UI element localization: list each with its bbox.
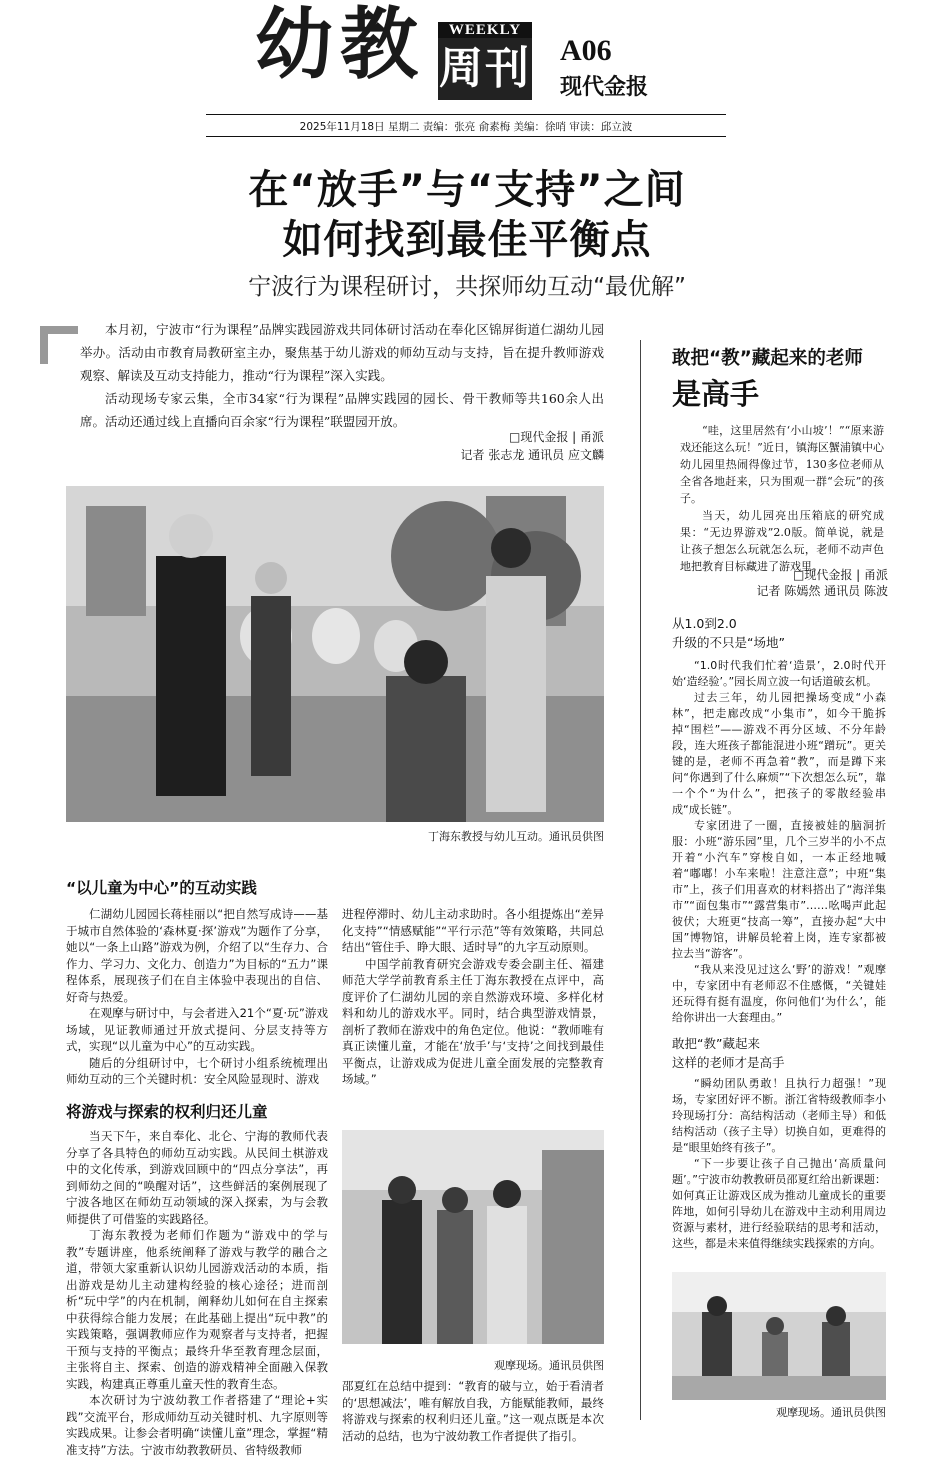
- sidebar-intro-paragraph: “哇，这里居然有‘小山坡’！”“原来游戏还能这么玩！”近日，镇海区蟹浦镇中心幼儿园里热闹得像过节，130多位老师从全省各地赶来，只为围观一群“会玩”的孩子。: [680, 424, 884, 505]
- section2-photo-illustration: [342, 1130, 604, 1344]
- section2-photo: [342, 1130, 604, 1344]
- section2-photo-caption: 观摩现场。通讯员供图: [494, 1359, 604, 1372]
- section2-col1: [66, 1128, 328, 1458]
- section2-paragraph: 当天下午，来自奉化、北仑、宁海的教师代表分享了各具特色的师幼互动实践。从民间土棋游戏中的文化传承，到游戏回顾中的“四点分享法”，再到师幼之间的“唤醒对话”，这些鲜活的案例展现了宁波各地区在师幼互动领域的深入探索，为与会教师提供了可借鉴的实践路径。: [66, 1129, 328, 1226]
- lead-paragraph: 本月初，宁波市“行为课程”品牌实践园游戏共同体研讨活动在奉化区锦屏街道仁湖幼儿园举办。活动由市教育局教研室主办，聚焦基于幼儿游戏的师幼互动与支持，旨在提升教师游戏观察、解读及互动支持能力，推动“行为课程”深入实践。: [80, 322, 604, 383]
- main-photo-illustration: [66, 486, 604, 822]
- headline-line-2: 如何找到最佳平衡点: [282, 217, 652, 263]
- main-photo: [66, 486, 604, 822]
- sidebar-headline-line-2: 是高手: [672, 377, 760, 411]
- section2-paragraph: 邵夏红在总结中提到：“教育的破与立，始于看清者的‘思想减法’，唯有解放自我，方能赋能教师，最终将游戏与探索的权利归还儿童。”这一观点既是本次活动的总结，也为宁波幼教工作者提供了指引。: [342, 1379, 604, 1443]
- sidebar-intro-paragraph: 当天，幼儿园亮出压箱底的研究成果：“无边界游戏”2.0版。简单说，就是让孩子想怎么玩就怎么玩，老师不动声色地把教育目标藏进了游戏里。: [680, 509, 884, 573]
- sidebar-photo: [672, 1272, 886, 1400]
- lead-corner-mark: [40, 326, 78, 364]
- weekly-label: WEEKLY: [438, 22, 532, 38]
- masthead-rule-bottom: [206, 136, 726, 137]
- section1-paragraph: 仁湖幼儿园园长蒋桂丽以“把自然写成诗——基于城市自然体验的‘森林夏·探’游戏”为题作了分享，她以“一条上山路”游戏为例，介绍了以“生存力、合作力、学习力、文化力、创造力”为目标的“五力”课程体系，展现孩子们在自主体验中表现出的自信、好奇与热爱。: [66, 907, 328, 1004]
- sidebar-intro: [680, 422, 884, 575]
- main-photo-caption: 丁海东教授与幼儿互动。通讯员供图: [428, 830, 604, 843]
- lead-paragraph: 活动现场专家云集，全市34家“行为课程”品牌实践园的园长、骨干教师等共160余人出席。活动还通过线上直播向百余家“行为课程”联盟园开放。: [80, 391, 604, 429]
- section1-col2: [342, 906, 604, 1088]
- lead-source: □现代金报 | 甬派: [508, 430, 604, 444]
- section1-title: “以儿童为中心”的互动实践: [66, 879, 257, 897]
- sidebar-reporters: 记者 陈嫣然 通讯员 陈波: [756, 584, 888, 598]
- section2-col2: [342, 1378, 604, 1444]
- sidebar-subtitle-2b: 这样的老师才是高手: [672, 1055, 785, 1070]
- section1-paragraph: 随后的分组研讨中，七个研讨小组系统梳理出师幼互动的三个关键时机：安全风险显现时、游戏: [66, 1055, 328, 1086]
- section1-paragraph: 进程停滞时、幼儿主动求助时。各小组提炼出“差异化支持”“情感赋能”“平行示范”等有效策略，共同总结出“管住手、睁大眼、适时导”的九字互动原则。: [342, 907, 604, 954]
- credits-line: 2025年11月18日 星期二 责编：张亮 俞素梅 美编：徐哨 审读：邱立波: [299, 121, 633, 133]
- sidebar-source: □现代金报 | 甬派: [792, 568, 888, 582]
- sidebar-subtitle-1b: 升级的不只是“场地”: [672, 635, 785, 650]
- sidebar-headline-line-1: 敢把“教”藏起来的老师: [672, 348, 863, 369]
- sidebar-photo-caption: 观摩现场。通讯员供图: [776, 1406, 886, 1419]
- page-number: A06: [560, 34, 612, 67]
- sidebar-paragraph: “下一步要让孩子自己抛出‘高质量问题’。”宁波市幼教教研员邵夏红给出新课题：如何真正让游戏区成为推动儿童成长的重要阵地，如何引导幼儿在游戏中主动利用周边资源与素材，进行经验联结的思考和活动，这些，都是未来值得继续实践探索的方向。: [672, 1157, 886, 1250]
- masthead-logo-char-2: 教: [340, 0, 421, 90]
- headline-line-1: 在“放手”与“支持”之间: [248, 167, 686, 213]
- column-divider: [640, 340, 641, 1420]
- section1-col1: [66, 906, 328, 1088]
- masthead-rule-top: [206, 114, 726, 115]
- section2-title: 将游戏与探索的权利归还儿童: [66, 1103, 268, 1121]
- sidebar-paragraph: “1.0时代我们忙着‘造景’，2.0时代开始‘造经验’。”园长周立波一句话道破玄机。: [672, 659, 886, 688]
- lead-paragraphs: [80, 318, 604, 433]
- sidebar-photo-illustration: [672, 1272, 886, 1400]
- section1-paragraph: 在观摩与研讨中，与会者进入21个“夏·玩”游戏场域，见证教师通过开放式提问、分层支持等方式，实现“以儿童为中心”的互动实践。: [66, 1006, 328, 1053]
- paper-name: 现代金报: [560, 74, 649, 100]
- sidebar-subtitle-2a: 敢把“教”藏起来: [672, 1036, 760, 1051]
- sidebar-paragraph: “我从来没见过这么‘野’的游戏！”观摩中，专家团中有老师忍不住感慨，“关键娃还玩得有挺有温度，你问他们‘为什么’，能给你讲出一大套理由。”: [672, 963, 886, 1024]
- sidebar-paragraph: “瞬幼团队勇敢！且执行力超强！”现场，专家团好评不断。浙江省特级教师李小玲现场打分：高结构活动（老师主导）和低结构活动（孩子主导）切换自如，更难得的是“眼里始终有孩子”。: [672, 1077, 886, 1154]
- lead-reporters: 记者 张志龙 通讯员 应文麟: [460, 448, 604, 462]
- masthead-logo-char-1: 幼: [255, 0, 336, 90]
- sidebar-paragraph: 专家团进了一圈，直接被娃的脑洞折服：小班“游乐园”里，几个三岁半的小不点开着“小汽车”穿梭自如，一本正经地喊着“嘟嘟！小车来啦！注意注意”；中班“集市”上，孩子们用喜欢的材料搭出了“海洋集市”“面包集市”“露营集市”……吆喝声此起彼伏；大班更“技高一筹”，直接办起“大中国”博物馆，讲解员轮着上岗，连专家都被拉去当“游客”。: [672, 819, 886, 960]
- sidebar-section2-body: [672, 1076, 886, 1252]
- section1-paragraph: 中国学前教育研究会游戏专委会副主任、福建师范大学学前教育系主任丁海东教授在点评中，高度评价了仁湖幼儿园的亲自然游戏环境、多样化材料和幼儿的游戏水平。同时，结合典型游戏情景，剖析了教师在游戏中的角色定位。他说：“教师唯有真正读懂儿童，才能在‘放手’与‘支持’之间找到最佳平衡点，让游戏成为促进儿童全面发展的完整教育场域。”: [342, 956, 604, 1086]
- section2-paragraph: 本次研讨为宁波幼教工作者搭建了“理论+实践”交流平台，形成师幼互动关键时机、九字原则等实践成果。让参会者明确“读懂儿童”理念，掌握“精准支持”方法。宁波市幼教教研员、省特级教师: [66, 1393, 328, 1457]
- headline-subtitle: 宁波行为课程研讨，共探师幼互动“最优解”: [248, 274, 686, 300]
- section2-paragraph: 丁海东教授为老师们作题为“游戏中的学与教”专题讲座，他系统阐释了游戏与教学的融合之道，带领大家重新认识幼儿园游戏活动的本质，指出游戏是幼儿主动建构经验的核心途径；进而剖析“玩中学”的内在机制，阐释幼儿如何在自主探索中获得综合能力发展；在此基础上提出“玩中教”的实践策略，强调教师应作为观察者与支持者，把握干预与支持的平衡点；最终升华至教育理念层面，主张将自主、探索、创造的游戏精神全面融入保教实践，构建真正尊重儿童天性的教育生态。: [66, 1228, 328, 1391]
- zhoukan-label: 周刊: [438, 38, 532, 100]
- sidebar-subtitle-1a: 从1.0到2.0: [672, 616, 737, 631]
- sidebar-section1-body: [672, 658, 886, 1026]
- sidebar-paragraph: 过去三年，幼儿园把操场变成“小森林”，把走廊改成“小集市”，如今干脆拆掉“围栏”——游戏不再分区域、不分年龄段，连大班孩子都能混进小班“蹭玩”。更关键的是，老师不再急着“教”，而是蹲下来问“你遇到了什么麻烦”“下次想怎么玩”，靠一个个“为什么”，把孩子的零散经验串成“成长链”。: [672, 691, 886, 816]
